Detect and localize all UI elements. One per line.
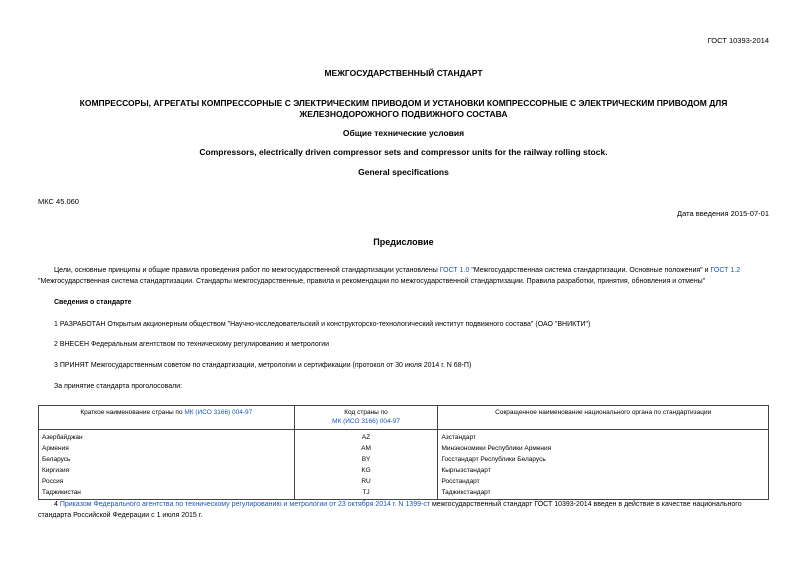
standards-body-cell: Кыргызстандарт xyxy=(438,465,769,476)
foreword-text-part: "Межгосударственная система стандартизации. Основные положения" и xyxy=(469,267,711,274)
order-link[interactable]: Приказом Федерального агентства по техническому регулированию и метрологии от 23 октября 2014 г. N 1399-ст xyxy=(59,501,431,508)
standards-body-cell: Минэкономики Республики Армения xyxy=(438,443,769,454)
english-subtitle: General specifications xyxy=(358,167,449,177)
country-cell: Киргизия xyxy=(39,465,295,476)
standard-info-heading: Сведения о стандарте xyxy=(54,299,132,306)
foreword-heading: Предисловие xyxy=(373,237,434,247)
standards-body-cell: Росстандарт xyxy=(438,476,769,487)
mk-iso-link[interactable]: МК (ИСО 3166) 004-97 xyxy=(184,409,253,416)
column-header-code xyxy=(294,406,438,430)
column-header-body: Сокращенное наименование национального органа по стандартизации xyxy=(438,406,769,430)
table-row xyxy=(39,443,769,454)
mks-code: МКС 45.060 xyxy=(38,197,79,206)
voted-label: За принятие стандарта проголосовали: xyxy=(54,383,183,390)
document-code: ГОСТ 10393-2014 xyxy=(707,36,769,45)
countries-table xyxy=(38,405,769,500)
table-row xyxy=(39,487,769,500)
table-row xyxy=(39,465,769,476)
country-cell: Беларусь xyxy=(39,454,295,465)
country-code-cell: AM xyxy=(294,443,438,454)
country-code-cell: TJ xyxy=(294,487,438,500)
gost-1-0-link[interactable]: ГОСТ 1.0 xyxy=(439,267,470,274)
item-developed: 1 РАЗРАБОТАН Открытым акционерным обществом "Научно-исследовательский и конструкторско-технологический институт подвижного состава" (ОАО "ВНИКТИ") xyxy=(54,321,591,328)
standards-body-cell: Госстандарт Республики Беларусь xyxy=(438,454,769,465)
country-cell: Таджикистан xyxy=(39,487,295,500)
foreword-text-part: Цели, основные принципы и общие правила проведения работ по межгосударственной стандартизации установлены xyxy=(54,267,440,274)
item-number: 4 xyxy=(54,501,60,508)
mk-iso-link[interactable]: МК (ИСО 3166) 004-97 xyxy=(332,418,400,425)
document-title: КОМПРЕССОРЫ, АГРЕГАТЫ КОМПРЕССОРНЫЕ С ЭЛЕКТРИЧЕСКИМ ПРИВОДОМ И УСТАНОВКИ КОМПРЕССОРНЫЕ С ЭЛЕКТРИЧЕСКИМ ПРИВОДОМ ДЛЯ ЖЕЛЕЗНОДОРОЖНОГО ПОДВИЖНОГО СОСТАВА xyxy=(79,98,728,119)
item-enacted-text: межгосударственный стандарт ГОСТ 10393-2014 введен в действие в качестве национального стандарта Российской Федерации с 1 июля 2015 г. xyxy=(38,501,742,519)
gost-1-2-link[interactable]: ГОСТ 1.2 xyxy=(710,267,741,274)
table-row xyxy=(39,430,769,444)
country-cell: Армения xyxy=(39,443,295,454)
intro-date: Дата введения 2015-07-01 xyxy=(677,209,769,218)
column-header-country xyxy=(39,406,295,430)
country-code-cell: KG xyxy=(294,465,438,476)
table-row xyxy=(39,476,769,487)
country-code-cell: RU xyxy=(294,476,438,487)
standards-body-cell: Азстандарт xyxy=(438,430,769,444)
english-title: Compressors, electrically driven compressor sets and compressor units for the railway rolling stock. xyxy=(199,147,608,157)
column-header-text: Код страны по xyxy=(344,409,388,416)
country-code-cell: BY xyxy=(294,454,438,465)
standard-type-heading: МЕЖГОСУДАРСТВЕННЫЙ СТАНДАРТ xyxy=(324,68,483,78)
country-cell: Азербайджан xyxy=(39,430,295,444)
document-subtitle: Общие технические условия xyxy=(342,128,465,138)
item-enacted xyxy=(38,500,769,521)
foreword-text-part: "Межгосударственная система стандартизации. Стандарты межгосударственные, правила и рекомендации по межгосударственной стандартизации. Правила разработки, принятия, обновления и отмены" xyxy=(38,277,706,285)
column-header-text: Краткое наименование страны по xyxy=(80,409,185,416)
standards-body-cell: Таджикстандарт xyxy=(438,487,769,500)
country-code-cell: AZ xyxy=(294,430,438,444)
table-row xyxy=(39,454,769,465)
item-submitted: 2 ВНЕСЕН Федеральным агентством по техническому регулированию и метрологии xyxy=(54,341,330,348)
foreword-paragraph xyxy=(38,266,769,287)
item-adopted: 3 ПРИНЯТ Межгосударственным советом по стандартизации, метрологии и сертификации (протокол от 30 июля 2014 г. N 68-П) xyxy=(54,362,472,369)
table-header-row xyxy=(39,406,769,430)
country-cell: Россия xyxy=(39,476,295,487)
